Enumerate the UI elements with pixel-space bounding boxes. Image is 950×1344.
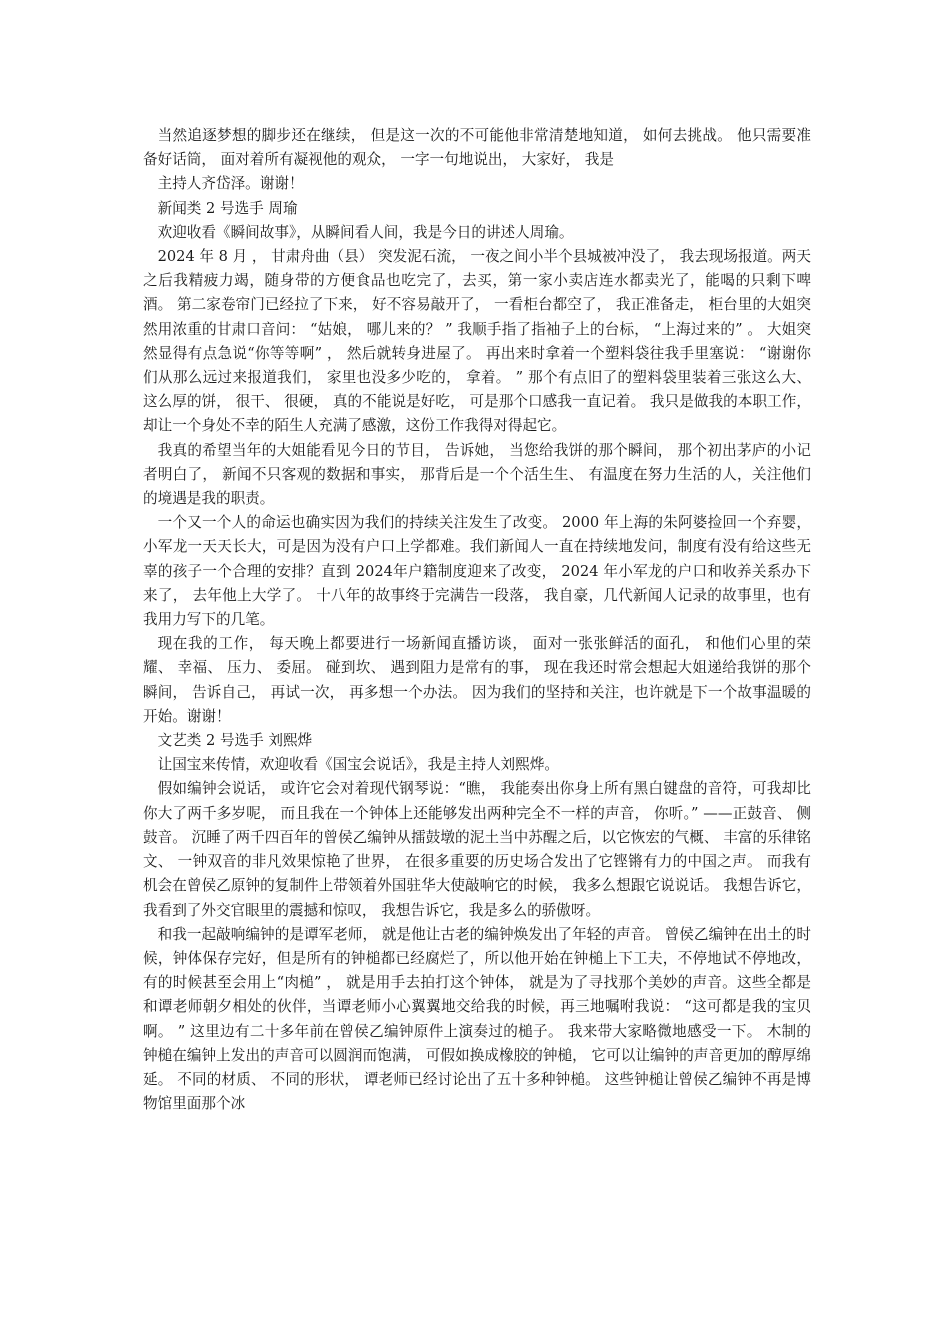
paragraph: 主持人齐岱泽。谢谢！ — [157, 175, 304, 193]
paragraph: 让国宝来传情，欢迎收看《国宝会说话》，我是主持人刘熙烨。 — [157, 756, 559, 774]
paragraph: 欢迎收看《瞬间故事》，从瞬间看人间，我是今日的讲述人周瑜。 — [157, 223, 574, 241]
paragraph: 现在我的工作， 每天晚上都要进行一场新闻直播访谈， 面对一张张鲜活的面孔， 和他们心里的荣耀、 幸福、 压力、 委屈。 碰到坎、 遇到阻力是常有的事， 现在我还时常会想起大姐递给我饼的那个瞬间， 告诉自己， 再试一次， 再多想一个办法。 因为我们的坚持和关注，也许就是下一个故事温暖的开始。谢谢！ — [143, 635, 811, 725]
paragraph: 假如编钟会说话， 或许它会对着现代钢琴说：“瞧， 我能奏出你身上所有黑白键盘的音符，可我却比你大了两千多岁呢， 而且我在一个钟体上还能够发出两种完全不一样的声音， 你听。” ——正鼓音、 侧鼓音。 沉睡了两千四百年的曾侯乙编钟从擂鼓墩的泥土当中苏醒之后，以它恢宏的气概、 丰富的乐律铭文、 一钟双音的非凡效果惊艳了世界， 在很多重要的历史场合发出了它铿锵有力的中国之声。 而我有机会在曾侯乙原钟的复制件上带领着外国驻华大使敲响它的时候， 我多么想跟它说说话。 我想告诉它， 我看到了外交官眼里的震撼和惊叹， 我想告诉它，我是多么的骄傲呀。 — [143, 780, 811, 919]
document-body — [143, 124, 811, 1116]
section-heading-news-contestant: 新闻类 2 号选手 周瑜 — [157, 199, 298, 217]
paragraph: 我真的希望当年的大姐能看见今日的节目， 告诉她， 当您给我饼的那个瞬间， 那个初出茅庐的小记者明白了， 新闻不只客观的数据和事实， 那背后是一个个活生生、 有温度在努力生活的人，关注他们的境遇是我的职责。 — [143, 441, 811, 508]
paragraph: 和我一起敲响编钟的是谭军老师， 就是他让古老的编钟焕发出了年轻的声音。 曾侯乙编钟在出土的时候，钟体保存完好，但是所有的钟槌都已经腐烂了，所以他开始在钟槌上下工夫，不停地试不停地改， 有的时候甚至会用上“肉槌” ， 就是用手去拍打这个钟体， 就是为了寻找那个美妙的声音。这些全都是和谭老师朝夕相处的伙伴，当谭老师小心翼翼地交给我的时候，再三地嘱咐我说： “这可都是我的宝贝啊。 ” 这里边有二十多年前在曾侯乙编钟原件上演奏过的槌子。 我来带大家略微地感受一下。 木制的钟槌在编钟上发出的声音可以圆润而饱满， 可假如换成橡胶的钟槌， 它可以让编钟的声音更加的醇厚绵延。 不同的材质、 不同的形状， 谭老师已经讨论出了五十多种钟槌。 这些钟槌让曾侯乙编钟不再是博物馆里面那个冰 — [143, 925, 811, 1113]
section-heading-arts-contestant: 文艺类 2 号选手 刘熙烨 — [157, 732, 313, 750]
paragraph: 一个又一个人的命运也确实因为我们的持续关注发生了改变。 2000 年上海的朱阿婆捡回一个弃婴，小军龙一天天长大，可是因为没有户口上学都难。我们新闻人一直在持续地发问，制度有没有给这些无辜的孩子一个合理的安排？直到 2024年户籍制度迎来了改变， 2024 年小军龙的户口和收养关系办下来了， 去年他上大学了。 十八年的故事终于完满告一段落， 我自豪，几代新闻人记录的故事里，也有我用力写下的几笔。 — [143, 514, 811, 629]
paragraph: 当然追逐梦想的脚步还在继续， 但是这一次的不可能他非常清楚地知道， 如何去挑战。 他只需要准备好话筒， 面对着所有凝视他的观众， 一字一句地说出， 大家好， 我是 — [143, 127, 811, 169]
paragraph: 2024 年 8 月 ， 甘肃舟曲（县） 突发泥石流， 一夜之间小半个县城被冲没了， 我去现场报道。两天之后我精疲力竭，随身带的方便食品也吃完了，去买，第一家小卖店连水都卖光了，能喝的只剩下啤酒。 第二家卷帘门已经拉了下来， 好不容易敲开了， 一看柜台都空了， 我正准备走， 柜台里的大姐突然用浓重的甘肃口音问： “姑娘， 哪儿来的？ ” 我顺手指了指袖子上的台标， “上海过来的” 。 大姐突然显得有点急说“你等等啊” ， 然后就转身进屋了。 再出来时拿着一个塑料袋往我手里塞说： “谢谢你们从那么远过来报道我们， 家里也没多少吃的， 拿着。 ” 那个有点旧了的塑料袋里装着三张这么大、 这么厚的饼， 很干、 很硬， 真的不能说是好吃， 可是那个口感我一直记着。 我只是做我的本职工作， 却让一个身处不幸的陌生人充满了感激，这份工作我得对得起它。 — [143, 248, 811, 435]
